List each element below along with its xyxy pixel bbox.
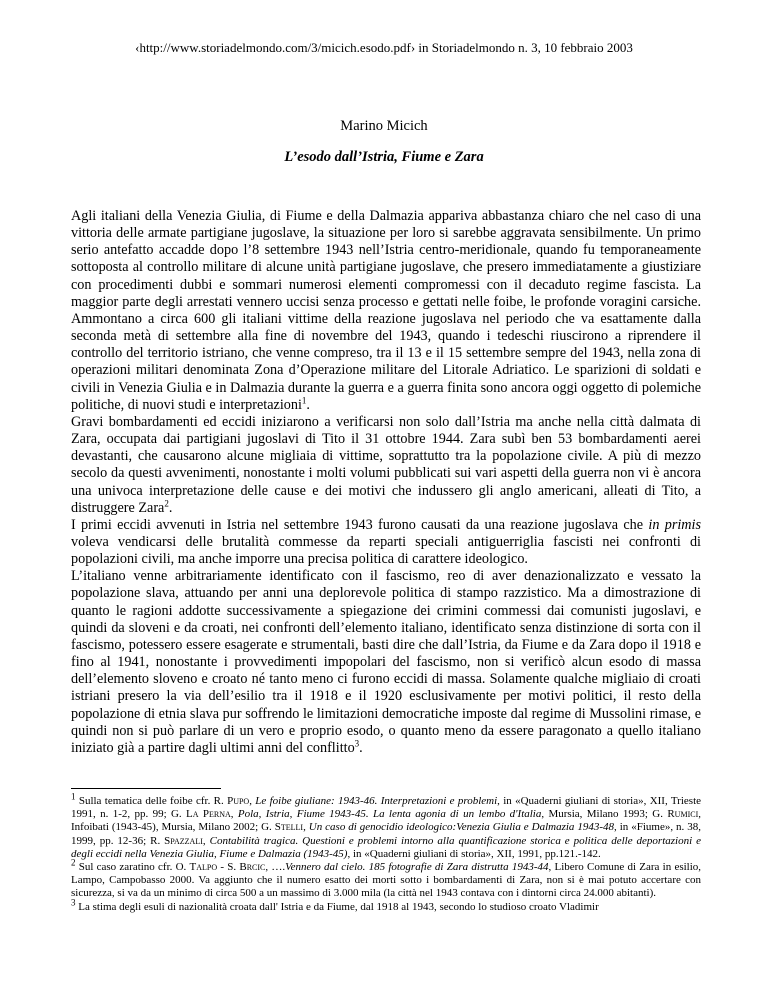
page-header: ‹http://www.storiadelmondo.com/3/micich.esodo.pdf› in Storiadelmondo n. 3, 10 febbraio 2003 <box>135 40 633 55</box>
cited-title: Un caso di genocidio ideologico:Venezia Giulia e Dalmazia 1943-48 <box>308 821 615 834</box>
footnote-text: , <box>303 821 309 834</box>
footnote-text: , Mursia, Milano 1993; G. <box>541 808 668 821</box>
cited-title: Pola, Istria, Fiume 1943-45. La lenta agonia di un lembo d'Italia <box>237 808 542 821</box>
footnote-ref: 1 <box>301 394 307 405</box>
paragraph-text: Agli italiani della Venezia Giulia, di Fiume e della Dalmazia appariva abbastanza chiaro che nel caso di una vittoria delle armate partigiane jugoslave, la situazione per loro si sarebbe aggravata sensibilmente. Un primo serio antefatto accadde dopo l’8 settembre 1943 nell’Istria centro-meridionale, quando fu temporaneamente sottoposta al controllo militare di alcune unità partigiane jugoslave, che presero immediatamente a giustiziare con procedimenti dubbi e sommari numerosi elementi compromessi con il decaduto regime fascista. La maggior parte degli arrestati vennero uccisi senza processo e gettati nelle foibe, le profonde voragini carsiche. Ammontano a circa 600 gli italiani vittime della reazione jugoslava nel periodo che va esattamente dalla seconda metà di settembre alla fine di novembre del 1943, quando i tedeschi riuscirono a riprendere il controllo del territorio istriano, che venne compreso, tra il 13 e il 15 settembre sempre del 1943, nella zona di operazioni militari denominata Zona d’Operazione militare del Litorale Adriatico. Le sparizioni di soldati e civili in Venezia Giulia e in Dalmazia durante la guerra e a guerra finita sono ancora oggi oggetto di polemiche politiche, di nuovi studi e interpretazioni <box>71 208 701 413</box>
footnote-3 <box>71 896 701 914</box>
cited-author: Brcic <box>239 861 266 874</box>
footnote-number: 2 <box>71 857 76 868</box>
footnote-text: , <box>249 795 256 807</box>
paragraph-text: . <box>306 396 310 413</box>
footnote-ref: 2 <box>164 497 169 508</box>
footnote-text: Sul caso zaratino cfr. O. <box>75 861 190 874</box>
footnotes <box>71 791 702 914</box>
footnote-text: , in «Quaderni giuliani di storia», XII, Trieste 1991, n. 1-2, pp. 99; G. <box>71 795 702 821</box>
cited-title: Contabilità tragica. Questioni e problemi intorno alla quantificazione storica e politica delle deportazioni e degli eccidi nella Venezia Giulia, Fiume e Dalmazia (1943-45) <box>71 834 701 860</box>
footnote-text: - S. <box>217 861 240 874</box>
paragraph-text: I primi eccidi avvenuti in Istria nel settembre 1943 furono causati da una reazione jugoslava che <box>71 516 649 533</box>
cited-title: Vennero dal cielo. 185 fotografie di Zara distrutta 1943-44 <box>285 861 549 874</box>
paragraph-text: voleva vendicarsi delle brutalità commesse da reparti speciali antiguerriglia fascisti nei confronti di popolazioni civili, ma anche imporre una precisa politica di carattere ideologico. <box>71 533 701 568</box>
paragraph-text: . <box>359 739 363 756</box>
article-title: L’esodo dall’Istria, Fiume e Zara <box>284 149 484 165</box>
footnote-text: , …. <box>265 861 286 874</box>
footnote-text: , in «Quaderni giuliani di storia», XII, 1991, pp.121.-142. <box>347 847 601 860</box>
cited-author: Talpo <box>189 861 218 874</box>
author-name: Marino Micich <box>340 118 428 134</box>
footnote-text: Sulla tematica delle foibe cfr. R. <box>75 795 228 807</box>
cited-author: Stelli <box>274 821 304 834</box>
paragraph-text: . <box>168 499 173 516</box>
paragraph-text: L’italiano venne arbitrariamente identificato con il fascismo, reo di aver denazionalizzato e vessato la popolazione slava, attuando per anni una deplorevole politica di stampo razzistico. Ma a dimostrazione di quanto le ragioni addotte successivamente a spiegazione dei crimini commessi dai comunisti jugoslavi, e quindi da sloveni e da croati, nei confronti dell’elemento italiano, identificato senza distinzione di sorta con il fascismo, potessero essere esagerate e strumentali, basti dire che dall’Istria, da Fiume e da Zara dopo il 1918 e fino al 1941, nonostante i provvedimenti impopolari del fascismo, non si verificò alcun esodo di massa dell’elemento sloveno e croato né tanto meno ci furono eccidi di massa. Solamente qualche migliaio di croati istriani presero la via dell’esilio tra il 1918 e il 1920 esclusivamente per motivi politici, il resto della popolazione di etnia slava pur soffrendo le limitazioni democratiche imposte dal regime di Mussolini rimase, e quindi non si può parlare di un vero e proprio esodo, o quanto meno da essere paragonato a quello italiano iniziato già a partire dagli ultimi anni del conflitto <box>71 568 701 756</box>
footnote-text: , in «Fiume», n. 38, 1999, pp. 12-36; R. <box>71 821 701 847</box>
footnote-1 <box>71 791 702 861</box>
cited-author: Pupo <box>227 795 250 807</box>
footnote-text: , Libero Comune di Zara in esilio, Lampo, Campobasso 2000. Va aggiunto che il numero esatto dei morti sotto i bombardamenti di Zara, non si è mai potuto accertare con sicurezza, si va da un minimo di circa 500 a un massimo di 3.000 mila (la città nel 1943 contava con i dintorni circa 24.000 abitanti). <box>71 861 702 900</box>
footnote-divider <box>71 788 221 789</box>
article-body <box>71 208 701 757</box>
footnote-ref: 3 <box>354 738 360 749</box>
footnote-text: , <box>202 834 210 847</box>
paragraph-text: Gravi bombardamenti ed eccidi iniziarono a verificarsi non solo dall’Istria ma anche nella città dalmata di Zara, occupata dai partigiani jugoslavi di Tito il 31 ottobre 1944. Zara subì ben 53 bombardamenti aerei devastanti, che causarono alcune migliaia di vittime, soprattutto tra la popolazione civile. A più di mezzo secolo da questi avvenimenti, nonostante i molti volumi pubblicati sui vari aspetti della guerra non vi è ancora una univoca interpretazione delle cause e dei motivi che indussero gli anglo americani, alleati di Tito, a distruggere Zara <box>71 413 701 516</box>
footnote-2 <box>71 857 702 901</box>
paragraph <box>71 208 701 414</box>
footnote-number: 3 <box>71 896 76 907</box>
footnote-text: La stima degli esuli di nazionalità croata dall' Istria e da Fiume, dal 1918 al 1943, secondo lo studioso croato Vladimir <box>75 900 599 913</box>
paragraph <box>71 568 701 757</box>
paragraph <box>71 414 701 517</box>
italic-phrase: in primis <box>648 516 702 533</box>
footnote-number: 1 <box>71 791 76 802</box>
footnote-text: , <box>230 808 238 821</box>
footnote-text: , Infoibati (1943-45), Mursia, Milano 2002; G. <box>71 808 701 834</box>
cited-author: La Perna <box>186 808 231 821</box>
cited-author: Rumici <box>667 808 699 821</box>
paragraph <box>71 517 701 568</box>
cited-author: Spazzali <box>164 834 203 847</box>
cited-title: Le foibe giuliane: 1943-46. Interpretazioni e problemi <box>255 795 498 807</box>
